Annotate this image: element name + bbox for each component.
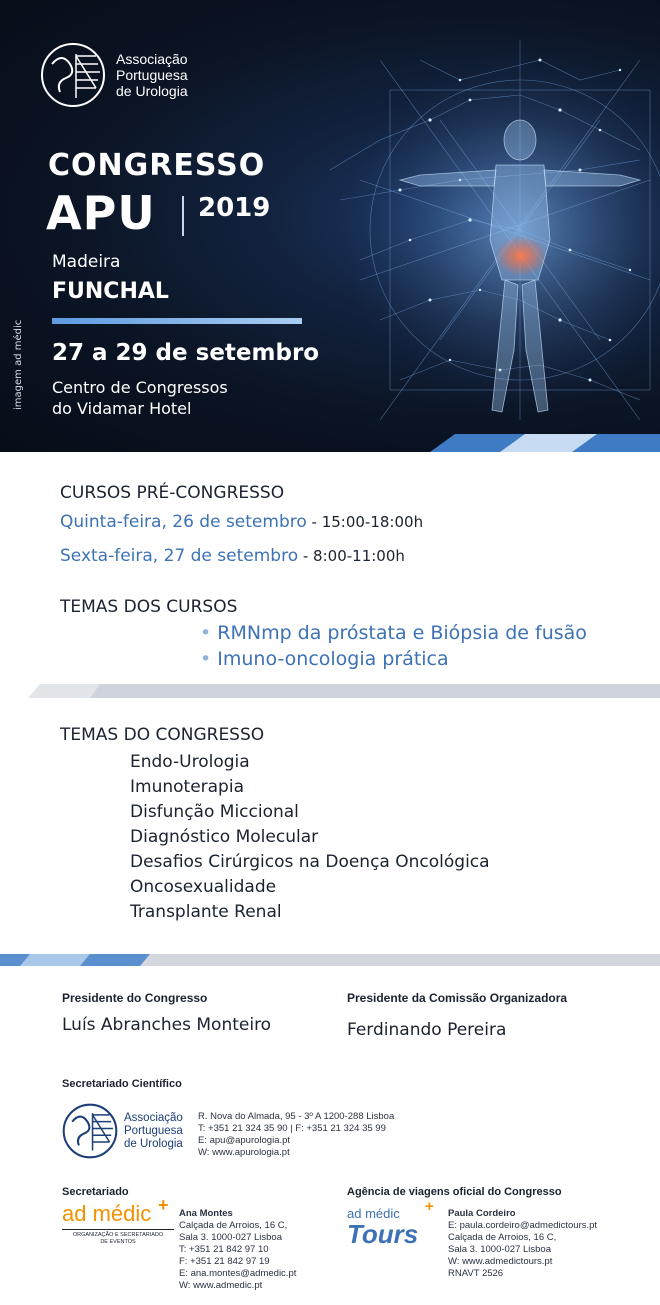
hero-banner [0, 0, 660, 452]
tours-line: Calçada de Arroios, 16 C, [448, 1232, 557, 1243]
congress-president-name: Luís Abranches Monteiro [62, 1015, 272, 1035]
apu-website[interactable]: W: www.apurologia.pt [198, 1147, 290, 1158]
logo-line-3: de Urologia [116, 83, 188, 99]
tours-top-wordmark: ad médic [347, 1206, 400, 1221]
image-credit: imagem ad médic [13, 319, 24, 410]
admedic-website[interactable]: W: www.admedic.pt [179, 1280, 263, 1291]
tours-contact-name: Paula Cordeiro [448, 1208, 516, 1219]
tours-contact [448, 1208, 597, 1280]
small-logo-line-2: Portuguesa [124, 1124, 183, 1137]
admedic-line: Sala 3. 1000-027 Lisboa [179, 1232, 282, 1243]
course-topic-2-label: Imuno-oncologia prática [217, 648, 449, 670]
title-divider [182, 196, 184, 236]
congress-topics-heading: TEMAS DO CONGRESSO [60, 725, 265, 745]
admedic-logo [62, 1195, 174, 1246]
congress-topic-item: Endo-Urologia [130, 752, 250, 772]
course-topic-1-label: RMNmp da próstata e Biópsia de fusão [217, 622, 587, 644]
course-topics-heading: TEMAS DOS CURSOS [60, 597, 238, 617]
congress-topic-item: Oncosexualidade [130, 877, 277, 897]
course-day-2-time: - 8:00-11:00h [298, 547, 405, 565]
apu-emblem-icon [62, 1103, 118, 1159]
apu-emblem-icon [40, 42, 106, 108]
admedic-email[interactable]: E: ana.montes@admedic.pt [179, 1268, 297, 1279]
admedic-line: Calçada de Arroios, 16 C, [179, 1220, 288, 1231]
apu-contact [198, 1111, 394, 1159]
congress-president-label: Presidente do Congresso [62, 991, 208, 1005]
org-president-label: Presidente da Comissão Organizadora [347, 991, 568, 1005]
logo-line-1: Associação [116, 51, 188, 67]
secretariat-label: Secretariado [62, 1186, 129, 1198]
tours-license: RNAVT 2526 [448, 1268, 504, 1279]
apu-phone: T: +351 21 324 35 90 | F: +351 21 324 35 99 [198, 1123, 386, 1134]
bullet-icon: • [200, 622, 212, 644]
admedic-tagline-1: ORGANIZAÇÃO E SECRETARIADO [72, 1232, 164, 1238]
congress-year: 2019 [198, 193, 271, 223]
event-dates: 27 a 29 de setembro [52, 340, 320, 366]
admedic-tours-logo [347, 1198, 437, 1249]
apu-address: R. Nova do Almada, 95 - 3º A 1200-288 Lisboa [198, 1111, 395, 1122]
section-divider-2 [0, 954, 660, 966]
congress-topic-item: Disfunção Miccional [130, 802, 299, 822]
admedic-wordmark: ad médic [62, 1201, 152, 1226]
congress-topics-list [130, 750, 490, 925]
course-day-2 [60, 546, 405, 566]
course-topic-1 [200, 622, 587, 644]
congress-topic-item: Desafios Cirúrgicos na Doença Oncológica [130, 852, 490, 872]
small-logo-line-1: Associação [124, 1111, 183, 1124]
small-logo-line-3: de Urologia [124, 1137, 183, 1150]
plus-icon: + [425, 1198, 434, 1215]
tours-website[interactable]: W: www.admedictours.pt [448, 1256, 553, 1267]
apu-logo-small [62, 1103, 183, 1159]
congress-acronym: APU [46, 186, 156, 240]
admedic-line: F: +351 21 842 97 19 [179, 1256, 270, 1267]
course-day-1-date: Quinta-feira, 26 de setembro [60, 512, 307, 532]
admedic-tagline-2: DE EVENTOS [100, 1239, 136, 1245]
congress-topic-item: Imunoterapia [130, 777, 244, 797]
bullet-icon: • [200, 648, 212, 670]
course-topic-2 [200, 648, 449, 670]
apu-email[interactable]: E: apu@apurologia.pt [198, 1135, 291, 1146]
course-day-1-time: - 15:00-18:00h [306, 513, 424, 531]
congress-topic-item: Transplante Renal [130, 902, 282, 922]
org-president-name: Ferdinando Pereira [347, 1020, 507, 1040]
section-divider [0, 684, 660, 698]
course-day-1 [60, 512, 423, 532]
admedic-line: T: +351 21 842 97 10 [179, 1244, 269, 1255]
city: FUNCHAL [52, 279, 169, 304]
congress-word: CONGRESSO [48, 148, 266, 183]
venue-line-1: Centro de Congressos [52, 378, 228, 397]
course-day-2-date: Sexta-feira, 27 de setembro [60, 546, 299, 566]
congress-topic-item: Diagnóstico Molecular [130, 827, 319, 847]
tours-wordmark: Tours [347, 1219, 419, 1249]
admedic-contact-name: Ana Montes [179, 1208, 233, 1219]
tours-email[interactable]: E: paula.cordeiro@admedictours.pt [448, 1220, 598, 1231]
admedic-contact [179, 1208, 296, 1292]
travel-agency-label: Agência de viagens oficial do Congresso [347, 1186, 562, 1198]
tours-line: Sala 3. 1000-027 Lisboa [448, 1244, 551, 1255]
venue [52, 377, 312, 419]
courses-heading: CURSOS PRÉ-CONGRESSO [60, 483, 285, 503]
logo-line-2: Portuguesa [116, 67, 188, 83]
scientific-secretariat-label: Secretariado Científico [62, 1078, 182, 1090]
region: Madeira [52, 252, 121, 272]
apu-logo [40, 42, 188, 108]
plus-icon: + [158, 1195, 169, 1215]
venue-line-2: do Vidamar Hotel [52, 399, 192, 418]
